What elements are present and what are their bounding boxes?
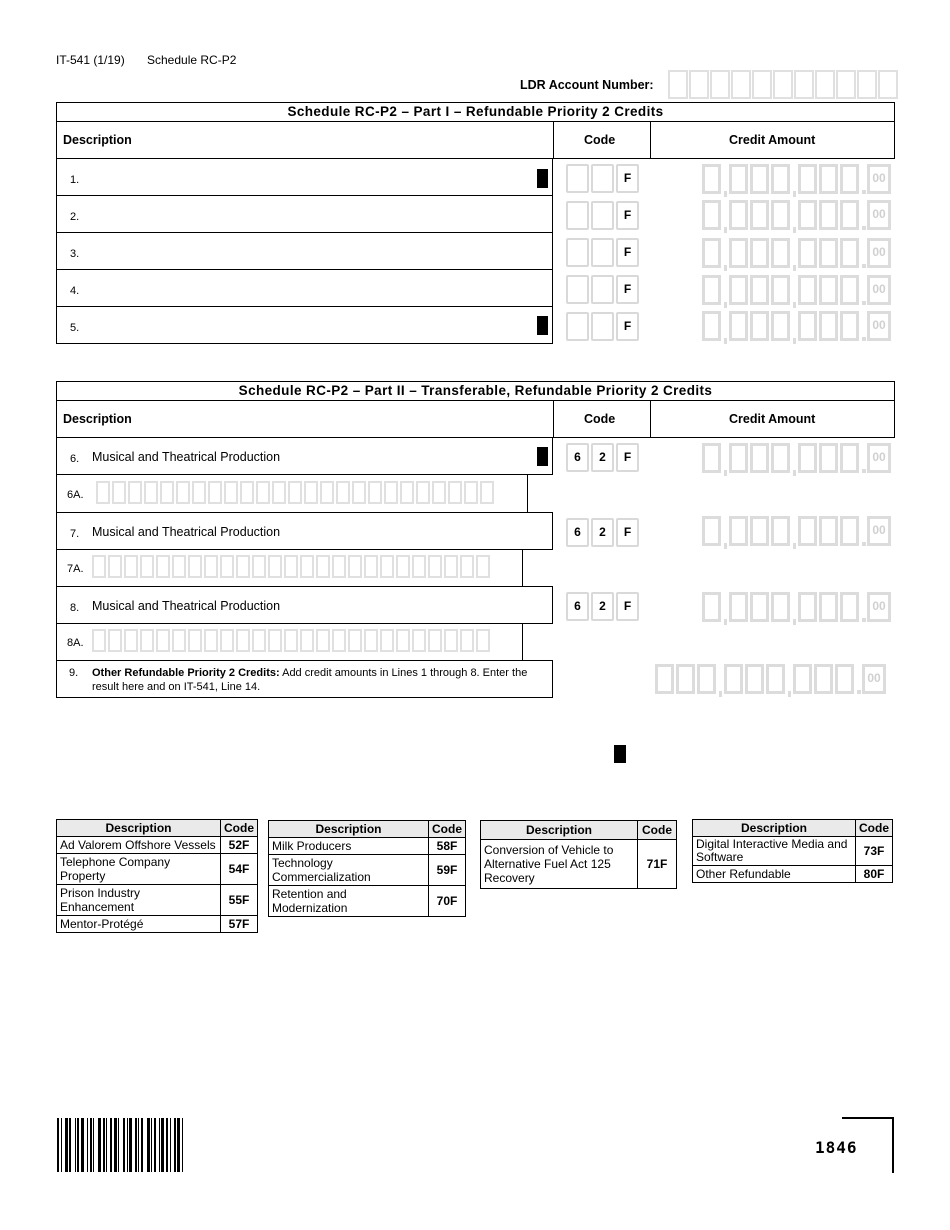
part1-col-amount: Credit Amount	[729, 133, 816, 147]
schedule-name: Schedule RC-P2	[147, 53, 237, 67]
line-9-description	[56, 660, 553, 698]
line-3-amount[interactable]: 00	[702, 238, 891, 268]
line-1-code[interactable]: F	[566, 164, 639, 193]
part2-col-amount: Credit Amount	[729, 412, 816, 426]
line-5-amount[interactable]: 00	[702, 311, 891, 341]
part1-header	[56, 102, 895, 159]
line-number: 7A.	[67, 563, 84, 575]
line-number: 5.	[70, 322, 80, 334]
line-5-code[interactable]: F	[566, 312, 639, 341]
page-number: 1846	[815, 1138, 858, 1157]
part1-col-description: Description	[63, 133, 132, 147]
form-number: IT-541 (1/19)	[56, 53, 125, 67]
line-8-amount[interactable]: 00	[702, 592, 891, 622]
line-1-amount[interactable]: 00	[702, 164, 891, 194]
part2-title: Schedule RC-P2 – Part II – Transferable, Refundable Priority 2 Credits	[57, 382, 894, 401]
registration-mark	[537, 169, 548, 188]
line-number: 9.	[69, 667, 79, 679]
part2-header	[56, 381, 895, 438]
account-number-label: LDR Account Number:	[520, 78, 654, 92]
part2-col-description: Description	[63, 412, 132, 426]
registration-mark	[614, 745, 626, 763]
line-8-description	[56, 586, 553, 624]
reference-table-2: Description Code Milk Producers 58F Technology Commercialization 59F Retention and Modernization 70F	[268, 820, 466, 917]
line-number: 6A.	[67, 489, 84, 501]
line-8-code: 6 2 F	[566, 592, 639, 621]
reference-table-4: Description Code Digital Interactive Media and Software 73F Other Refundable 80F	[692, 819, 893, 883]
line-number: 1.	[70, 174, 80, 186]
corner-mark	[842, 1117, 894, 1173]
line-number: 3.	[70, 248, 80, 260]
reference-table-1: Description Code Ad Valorem Offshore Vessels 52F Telephone Company Property 54F Prison Industry Enhancement 55F Mentor-Protégé 57F	[56, 819, 258, 933]
line-number: 7.	[70, 528, 80, 540]
line-4-description[interactable]	[56, 269, 553, 307]
part2-col-code: Code	[584, 412, 616, 426]
line-9-text: Other Refundable Priority 2 Credits: Add credit amounts in Lines 1 through 8. Enter the result here and on IT-541, Line 14.	[92, 667, 528, 693]
line-4-amount[interactable]: 00	[702, 275, 891, 305]
part1-title: Schedule RC-P2 – Part I – Refundable Priority 2 Credits	[57, 103, 894, 122]
line-number: 8.	[70, 602, 80, 614]
line-4-code[interactable]: F	[566, 275, 639, 304]
line-7a-field[interactable]	[56, 549, 523, 587]
line-2-code[interactable]: F	[566, 201, 639, 230]
line-6-amount[interactable]: 00	[702, 443, 891, 473]
line-6-text: Musical and Theatrical Production	[92, 450, 281, 464]
line-2-description[interactable]	[56, 195, 553, 233]
line-7-description	[56, 512, 553, 550]
registration-mark	[537, 447, 548, 466]
line-number: 6.	[70, 453, 80, 465]
line-8a-field[interactable]	[56, 623, 523, 661]
line-8-text: Musical and Theatrical Production	[92, 599, 281, 613]
line-6a-field[interactable]	[56, 475, 528, 513]
line-6-code: 6 2 F	[566, 443, 639, 472]
line-3-code[interactable]: F	[566, 238, 639, 267]
line-5-description[interactable]	[56, 306, 553, 344]
line-7-code: 6 2 F	[566, 518, 639, 547]
line-number: 2.	[70, 211, 80, 223]
part1-col-code: Code	[584, 133, 616, 147]
line-1-description[interactable]	[56, 158, 553, 196]
line-6-description	[56, 437, 553, 475]
line-9-amount[interactable]: 00	[655, 664, 886, 694]
line-3-description[interactable]	[56, 232, 553, 270]
line-number: 4.	[70, 285, 80, 297]
barcode	[57, 1118, 205, 1172]
line-7-text: Musical and Theatrical Production	[92, 525, 281, 539]
reference-table-3: Description Code Conversion of Vehicle to Alternative Fuel Act 125 Recovery 71F	[480, 820, 677, 889]
account-number-input[interactable]	[668, 70, 898, 99]
line-7-amount[interactable]: 00	[702, 516, 891, 546]
registration-mark	[537, 316, 548, 335]
line-2-amount[interactable]: 00	[702, 200, 891, 230]
line-number: 8A.	[67, 637, 84, 649]
